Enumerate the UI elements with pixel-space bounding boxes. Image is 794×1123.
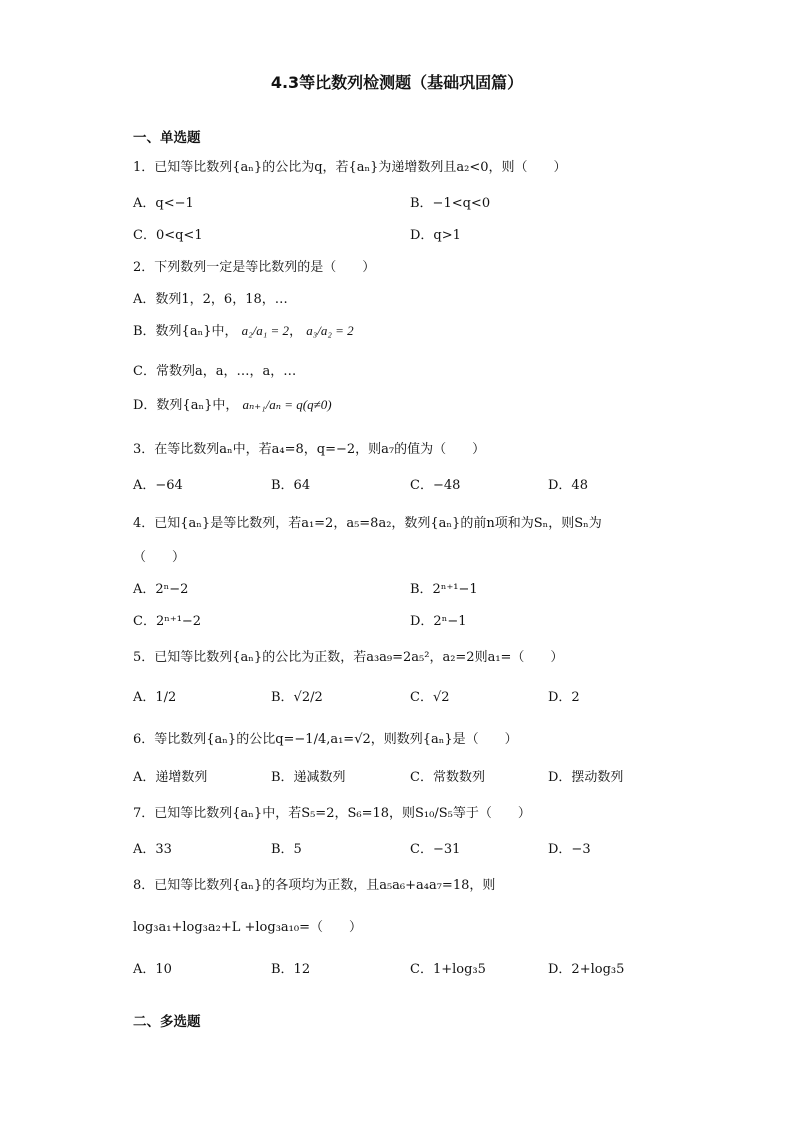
question-2-option-a: A．数列1，2，6，18，… xyxy=(133,292,288,307)
question-8-option-d: D．2+log₃5 xyxy=(548,962,625,977)
question-2-option-d-label: D．数列{aₙ}中， xyxy=(133,398,239,413)
question-6-option-a: A．递增数列 xyxy=(133,770,208,785)
question-5-option-c: C．√2 xyxy=(410,690,450,705)
question-4-stem-continued: （ ） xyxy=(133,550,186,565)
question-4-option-a: A．2ⁿ−2 xyxy=(133,582,189,597)
question-7-option-a: A．33 xyxy=(133,842,172,857)
question-4-stem: 4．已知{aₙ}是等比数列，若a₁=2，a₅=8a₂，数列{aₙ}的前n项和为Sₙ，则Sₙ为 xyxy=(133,516,602,531)
question-2-option-b-formula-1: a₂/a₁ = 2 xyxy=(241,323,290,338)
question-1-option-c: C．0<q<1 xyxy=(133,228,203,243)
question-3-option-a: A．−64 xyxy=(133,478,183,493)
question-4-option-b: B．2ⁿ⁺¹−1 xyxy=(410,582,478,597)
section-heading-single-choice: 一、单选题 xyxy=(133,130,201,146)
question-6-option-c: C．常数数列 xyxy=(410,770,485,785)
question-1-option-d: D．q>1 xyxy=(410,228,461,243)
question-6-option-d: D．摆动数列 xyxy=(548,770,624,785)
question-2-option-d xyxy=(133,394,332,413)
question-6-option-b: B．递减数列 xyxy=(271,770,346,785)
question-5-option-d: D．2 xyxy=(548,690,580,705)
question-8-stem-continued: log₃a₁+log₃a₂+L +log₃a₁₀=（ ） xyxy=(133,920,362,935)
question-3-stem: 3．在等比数列aₙ中，若a₄=8，q=−2，则a₇的值为（ ） xyxy=(133,442,486,457)
question-7-stem: 7．已知等比数列{aₙ}中，若S₅=2，S₆=18，则S₁₀/S₅等于（ ） xyxy=(133,806,531,821)
question-3-option-c: C．−48 xyxy=(410,478,461,493)
question-1-option-a: A．q<−1 xyxy=(133,196,194,211)
question-7-option-d: D．−3 xyxy=(548,842,591,857)
question-2-option-b: B．数列{aₙ}中， a₂/a₁ = 2， a₃/a₂ = 2 xyxy=(133,323,354,339)
question-3-option-b: B．64 xyxy=(271,478,311,493)
question-5-option-a: A．1/2 xyxy=(133,690,177,705)
question-6-stem: 6．等比数列{aₙ}的公比q=−1/4,a₁=√2，则数列{aₙ}是（ ） xyxy=(133,732,518,747)
section-heading-multiple-choice: 二、多选题 xyxy=(133,1014,201,1030)
question-8-option-b: B．12 xyxy=(271,962,311,977)
question-5-option-b: B．√2/2 xyxy=(271,690,323,705)
question-5-stem: 5．已知等比数列{aₙ}的公比为正数，若a₃a₉=2a₅²，a₂=2则a₁=（ ） xyxy=(133,650,564,665)
question-8-stem: 8．已知等比数列{aₙ}的各项均为正数，且a₅a₆+a₄a₇=18，则 xyxy=(133,878,496,893)
question-2-stem: 2．下列数列一定是等比数列的是（ ） xyxy=(133,260,376,275)
question-2-option-b-formula-2: a₃/a₂ = 2 xyxy=(306,323,354,338)
question-1-stem: 1．已知等比数列{aₙ}的公比为q，若{aₙ}为递增数列且a₂<0，则（ ） xyxy=(133,160,567,175)
question-2-option-d-formula: aₙ₊₁/aₙ = q(q≠0) xyxy=(242,397,332,412)
question-4-option-c: C．2ⁿ⁺¹−2 xyxy=(133,614,202,629)
question-2-option-b-label: B．数列{aₙ}中， xyxy=(133,324,238,339)
question-4-option-d: D．2ⁿ−1 xyxy=(410,614,467,629)
question-3-option-d: D．48 xyxy=(548,478,588,493)
question-8-option-a: A．10 xyxy=(133,962,172,977)
question-7-option-c: C．−31 xyxy=(410,842,461,857)
question-7-option-b: B．5 xyxy=(271,842,302,857)
question-1-option-b: B．−1<q<0 xyxy=(410,196,491,211)
document-title: 4.3等比数列检测题（基础巩固篇） xyxy=(270,73,524,92)
question-8-option-c: C．1+log₃5 xyxy=(410,962,486,977)
question-2-option-c: C．常数列a，a，…，a，… xyxy=(133,364,297,379)
